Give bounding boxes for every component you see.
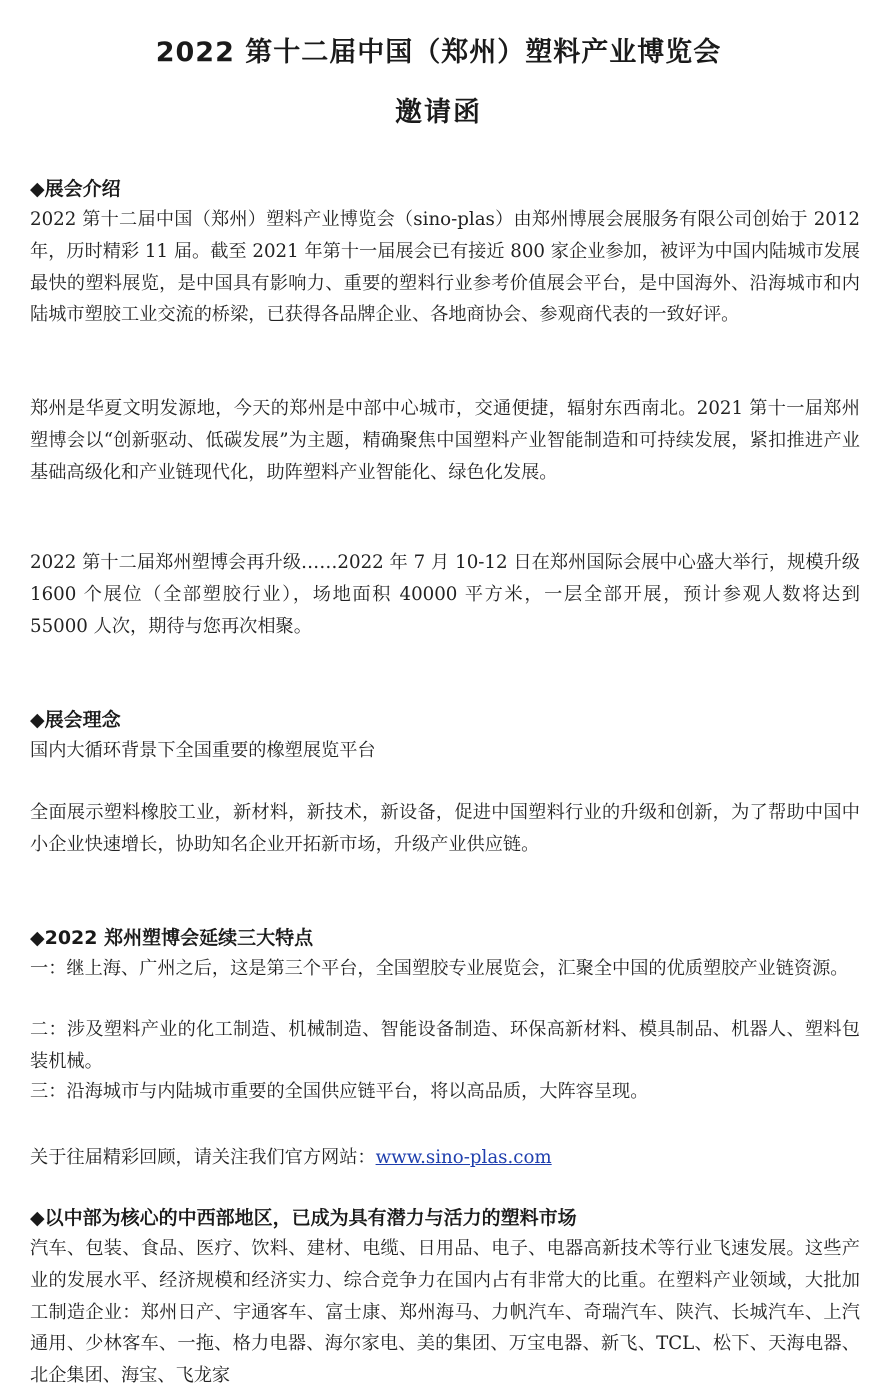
review-note	[30, 1143, 552, 1169]
intro-paragraph-2: 郑州是华夏文明发源地，今天的郑州是中部中心城市，交通便捷，辐射东西南北。2021 第十一届郑州塑博会以“创新驱动、低碳发展”为主题，精确聚焦中国塑料产业智能制造和可持续发展，紧扣推进产业基础高级化和产业链现代化，助阵塑料产业智能化、绿色化发展。	[30, 398, 860, 483]
section-heading-features: ◆2022 郑州塑博会延续三大特点	[30, 927, 314, 949]
page-title: 2022 第十二届中国（郑州）塑料产业博览会	[155, 37, 722, 68]
concept-paragraph-2: 全面展示塑料橡胶工业，新材料，新技术，新设备，促进中国塑料行业的升级和创新，为了帮助中国中小企业快速增长，协助知名企业开拓新市场，升级产业供应链。	[30, 802, 860, 855]
intro-paragraph-1: 2022 第十二届中国（郑州）塑料产业博览会（sino-plas）由郑州博展会展服务有限公司创始于 2012 年，历时精彩 11 届。截至 2021 年第十一届展会已有接近 800 家企业参加，被评为中国内陆城市发展最快的塑料展览，是中国具有影响力、重要的塑料行业参考价值展会平台，是中国海外、沿海城市和内陆城市塑胶工业交流的桥梁，已获得各品牌企业、各地商协会、参观商代表的一致好评。	[30, 209, 860, 326]
section-heading-intro: ◆展会介绍	[30, 178, 121, 200]
intro-paragraph-3: 2022 第十二届郑州塑博会再升级……2022 年 7 月 10-12 日在郑州国际会展中心盛大举行，规模升级 1600 个展位（全部塑胶行业），场地面积 40000 平方米，一层全部开展，预计参观人数将达到 55000 人次，期待与您再次相聚。	[30, 552, 860, 637]
market-paragraph-1: 汽车、包装、食品、医疗、饮料、建材、电缆、日用品、电子、电器高新技术等行业飞速发展。这些产业的发展水平、经济规模和经济实力、综合竞争力在国内占有非常大的比重。在塑料产业领域，大批加工制造企业：郑州日产、宇通客车、富士康、郑州海马、力帆汽车、奇瑞汽车、陕汽、长城汽车、上汽通用、少林客车、一拖、格力电器、海尔家电、美的集团、万宝电器、新飞、TCL、松下、天海电器、北企集团、海宝、飞龙家	[30, 1238, 860, 1387]
feature-item-1: 一：继上海、广州之后，这是第三个平台，全国塑胶专业展览会，汇聚全中国的优质塑胶产业链资源。	[30, 958, 849, 979]
section-heading-market: ◆以中部为核心的中西部地区，已成为具有潜力与活力的塑料市场	[30, 1207, 577, 1229]
review-text: 关于往届精彩回顾，请关注我们官方网站：	[30, 1147, 376, 1168]
section-heading-concept: ◆展会理念	[30, 709, 121, 731]
page-subtitle: 邀请函	[395, 97, 482, 128]
feature-item-3: 三：沿海城市与内陆城市重要的全国供应链平台，将以高品质，大阵容呈现。	[30, 1081, 649, 1102]
website-link[interactable]: www.sino-plas.com	[375, 1147, 552, 1168]
concept-paragraph-1: 国内大循环背景下全国重要的橡塑展览平台	[30, 740, 376, 761]
feature-item-2: 二：涉及塑料产业的化工制造、机械制造、智能设备制造、环保高新材料、模具制品、机器人、塑料包装机械。	[30, 1019, 860, 1072]
